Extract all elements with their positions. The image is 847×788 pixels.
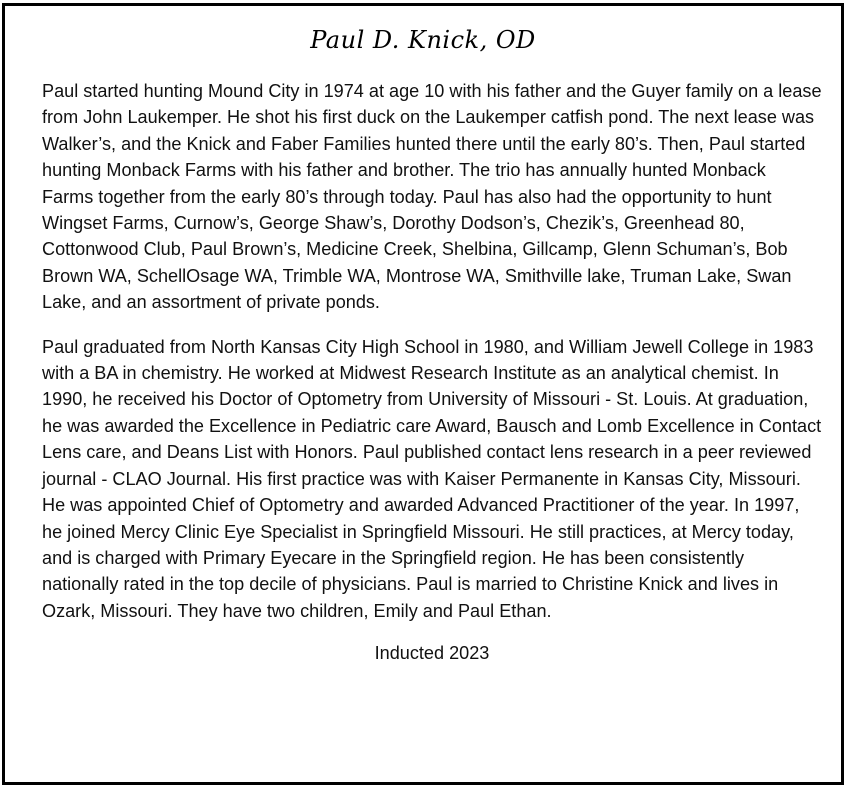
biography-paragraph-hunting: Paul started hunting Mound City in 1974 at age 10 with his father and the Guyer family on a lease from John Laukemper. He shot his first duck on the Laukemper catfish pond. The next lease was Walker’s, and the Knick and Faber Families hunted there until the early 80’s. Then, Paul started hunting Monback Farms with his father and brother. The trio has annually hunted Monback Farms together from the early 80’s through today. Paul has also had the opportunity to hunt Wingset Farms, Curnow’s, George Shaw’s, Dorothy Dodson’s, Chezik’s, Greenhead 80, Cottonwood Club, Paul Brown’s, Medicine Creek, Shelbina, Gillcamp, Glenn Schuman’s, Bob Brown WA, SchellOsage WA, Trimble WA, Montrose WA, Smithville lake, Truman Lake, Swan Lake, and an assortment of private ponds. xyxy=(42,81,822,313)
page-title: Paul D. Knick, OD xyxy=(310,26,536,54)
document-frame xyxy=(2,3,844,785)
biography-body xyxy=(42,78,822,666)
biography-paragraph-career: Paul graduated from North Kansas City High School in 1980, and William Jewell College in 1983 with a BA in chemistry. He worked at Midwest Research Institute as an analytical chemist. In 1990, he received his Doctor of Optometry from University of Missouri - St. Louis. At graduation, he was awarded the Excellence in Pediatric care Award, Bausch and Lomb Excellence in Contact Lens care, and Deans List with Honors. Paul published contact lens research in a peer reviewed journal - CLAO Journal. His first practice was with Kaiser Permanente in Kansas City, Missouri. He was appointed Chief of Optometry and awarded Advanced Practitioner of the year. In 1997, he joined Mercy Clinic Eye Specialist in Springfield Missouri. He still practices, at Mercy today, and is charged with Primary Eyecare in the Springfield region. He has been consistently nationally rated in the top decile of physicians. Paul is married to Christine Knick and lives in Ozark, Missouri. They have two children, Emily and Paul Ethan. xyxy=(42,336,822,621)
inducted-year: Inducted 2023 xyxy=(374,643,490,664)
